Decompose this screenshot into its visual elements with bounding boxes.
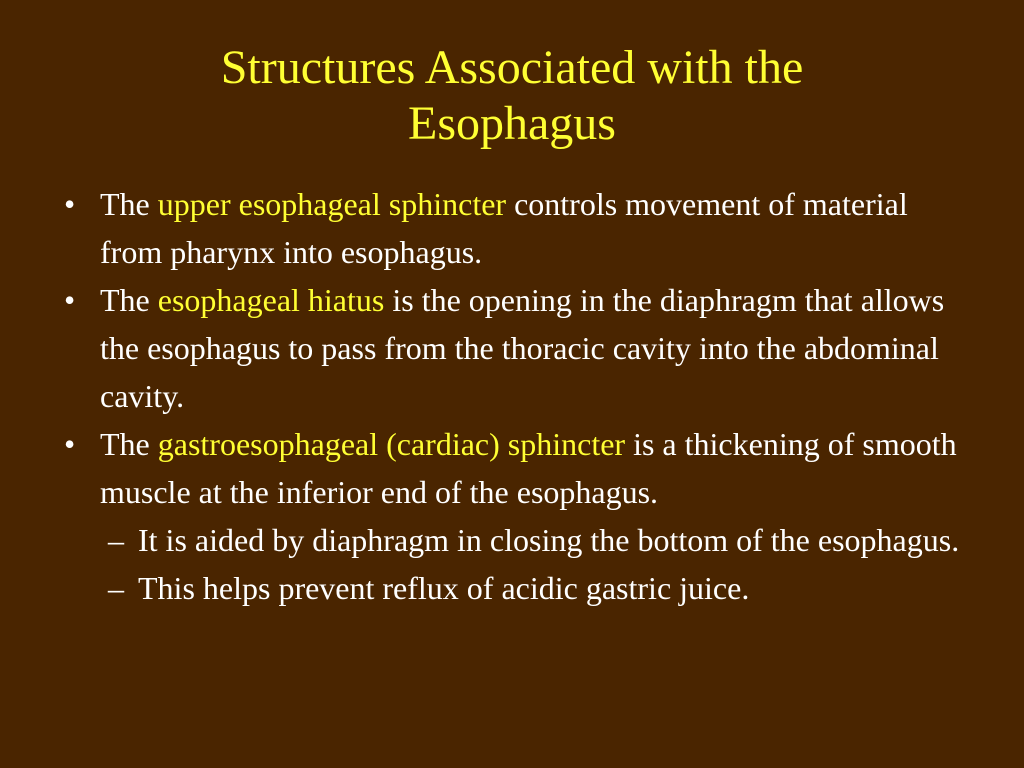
sub-bullet-marker: – — [108, 570, 124, 606]
highlighted-term-upper-esophageal-sphincter: upper esophageal sphincter — [157, 186, 507, 222]
sub-bullet-container — [64, 516, 964, 612]
bullet-item — [64, 180, 964, 276]
bullet-text-post: is the opening in the diaphragm that allows the esophagus to pass from the thoracic cavity into the abdominal cavity. — [100, 282, 945, 414]
bullet-text-pre: The — [100, 186, 158, 222]
bullet-marker: • — [64, 426, 76, 462]
bullet-item — [64, 420, 964, 516]
highlighted-term-gastroesophageal-sphincter: gastroesophageal (cardiac) sphincter — [157, 426, 626, 462]
sub-bullet-text: It is aided by diaphragm in closing the bottom of the esophagus. — [138, 522, 960, 558]
bullet-text-post: is a thickening of smooth muscle at the inferior end of the esophagus. — [100, 426, 957, 510]
sub-bullet-list — [64, 516, 964, 612]
bullet-marker: • — [64, 186, 76, 222]
sub-bullet-marker: – — [108, 522, 124, 558]
sub-bullet-text: This helps prevent reflux of acidic gastric juice. — [138, 570, 750, 606]
title-line-2: Esophagus — [408, 97, 616, 150]
sub-bullet-item — [108, 564, 964, 612]
bullet-text-post: controls movement of material from pharynx into esophagus. — [100, 186, 908, 270]
bullet-list — [64, 180, 964, 612]
bullet-marker: • — [64, 282, 76, 318]
bullet-item — [64, 276, 964, 420]
slide-title — [0, 40, 1024, 152]
highlighted-term-esophageal-hiatus: esophageal hiatus — [157, 282, 385, 318]
sub-bullet-item — [108, 516, 964, 564]
bullet-text-pre: The — [100, 282, 158, 318]
title-line-1: Structures Associated with the — [220, 41, 804, 94]
bullet-text-pre: The — [100, 426, 158, 462]
